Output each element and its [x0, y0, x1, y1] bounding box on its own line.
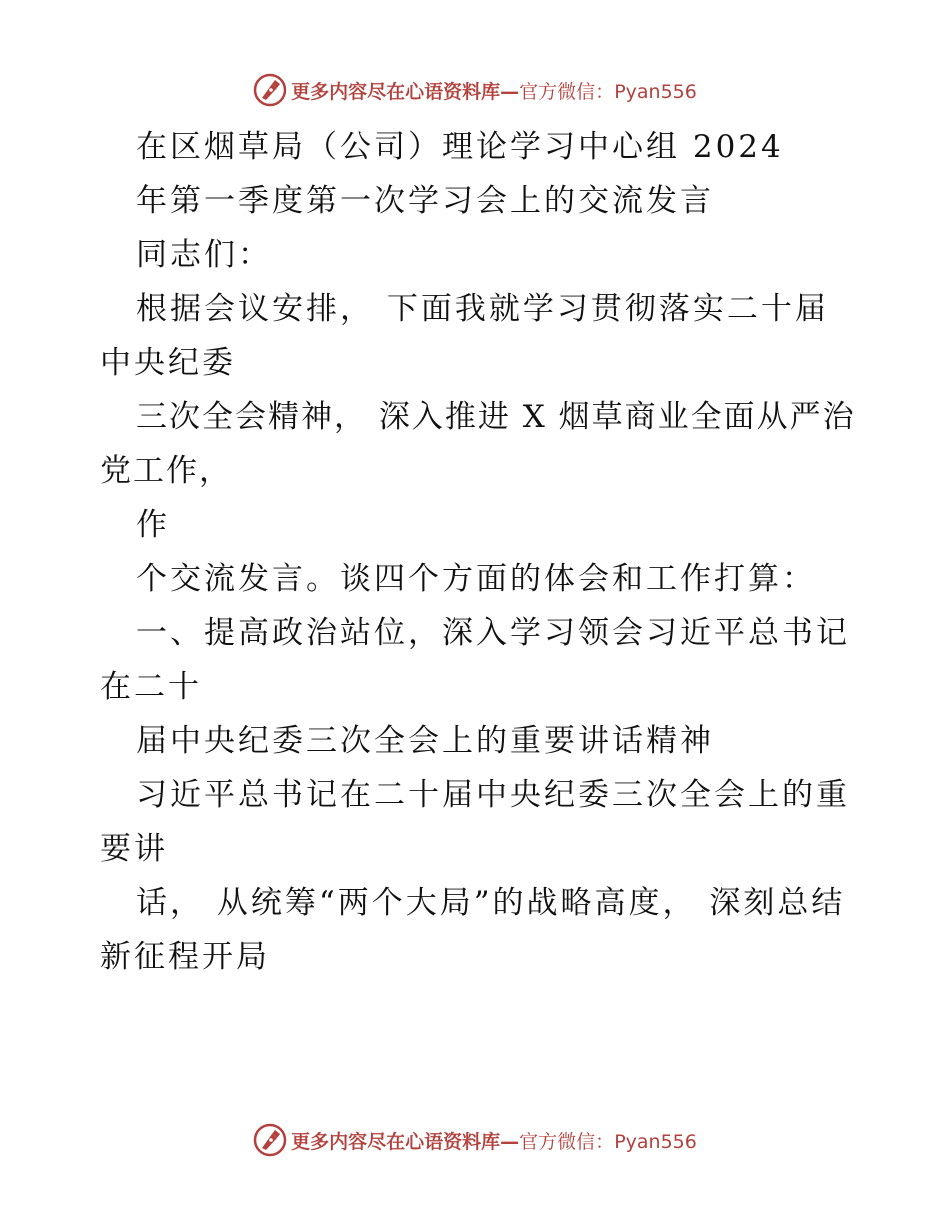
section-heading-cont: 届中央纪委三次全会上的重要讲话精神	[136, 723, 714, 759]
salutation: 同志们：	[136, 237, 272, 273]
pen-nib-logo-icon	[253, 73, 287, 107]
watermark-wechat-id: Pyan556	[614, 80, 697, 103]
footer-watermark-banner	[0, 1120, 950, 1160]
watermark-site-text: 更多内容尽在心语资料库—	[291, 1130, 520, 1153]
watermark-wechat-label: 官方微信：	[519, 80, 615, 103]
watermark-text	[291, 77, 697, 104]
watermark-site-text: 更多内容尽在心语资料库—	[291, 80, 520, 103]
paragraph: 话， 从统筹“两个大局”的战略高度， 深刻总结新征程开局	[100, 885, 846, 975]
pen-nib-logo-icon	[253, 1123, 287, 1157]
paragraph: 作	[136, 507, 170, 543]
paragraph: 三次全会精神， 深入推进 X 烟草商业全面从严治党工作，	[100, 399, 856, 489]
paragraph: 习近平总书记在二十届中央纪委三次全会上的重要讲	[100, 777, 850, 867]
header-watermark-banner	[0, 70, 950, 110]
paragraph: 根据会议安排， 下面我就学习贯彻落实二十届中央纪委	[100, 291, 829, 381]
doc-title-line-1: 在区烟草局（公司）理论学习中心组 2024	[136, 129, 784, 165]
section-heading: 一、提高政治站位，深入学习领会习近平总书记在二十	[100, 615, 850, 705]
watermark-wechat-id: Pyan556	[614, 1130, 697, 1153]
watermark-wechat-label: 官方微信：	[519, 1130, 615, 1153]
paragraph: 个交流发言。谈四个方面的体会和工作打算：	[136, 561, 816, 597]
document-body	[100, 120, 860, 984]
doc-title-line-2: 年第一季度第一次学习会上的交流发言	[136, 183, 714, 219]
watermark-text	[291, 1127, 697, 1154]
